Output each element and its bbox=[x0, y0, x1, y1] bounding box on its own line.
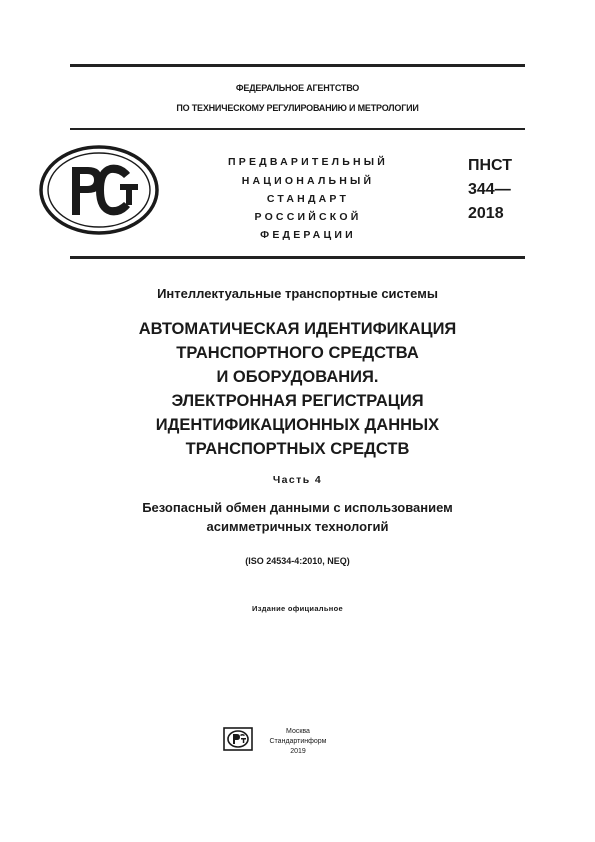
main-title-line-1: АВТОМАТИЧЕСКАЯ ИДЕНТИФИКАЦИЯ bbox=[138, 320, 457, 338]
standard-type-line-5: ФЕДЕРАЦИИ bbox=[260, 229, 356, 241]
standard-code-line-1: ПНСТ bbox=[468, 157, 512, 174]
series-title: Интеллектуальные транспортные системы bbox=[157, 286, 438, 301]
standard-code-line-2: 344— bbox=[468, 181, 511, 198]
standard-code-line-3: 2018 bbox=[468, 205, 504, 222]
standard-type-line-1: ПРЕДВАРИТЕЛЬНЫЙ bbox=[228, 156, 388, 168]
publisher-city: Москва bbox=[286, 728, 310, 735]
header-rule bbox=[70, 128, 525, 130]
standartinform-logo-icon bbox=[223, 727, 253, 751]
edition-label: Издание официальное bbox=[252, 604, 343, 613]
standard-type-line-3: СТАНДАРТ bbox=[266, 193, 350, 205]
agency-line-2: ПО ТЕХНИЧЕСКОМУ РЕГУЛИРОВАНИЮ И МЕТРОЛОГИИ bbox=[176, 103, 419, 113]
subtitle-line-1: Безопасный обмен данными с использованием bbox=[142, 500, 453, 515]
standard-type-line-4: РОССИЙСКОЙ bbox=[254, 211, 362, 223]
main-title-line-4: ЭЛЕКТРОННАЯ РЕГИСТРАЦИЯ bbox=[171, 392, 424, 410]
main-title-line-2: ТРАНСПОРТНОГО СРЕДСТВА bbox=[176, 344, 419, 362]
subtitle-line-2: асимметричных технологий bbox=[206, 519, 389, 534]
part-number: Часть 4 bbox=[272, 474, 323, 486]
publisher-year: 2019 bbox=[290, 748, 306, 755]
agency-line-1: ФЕДЕРАЛЬНОЕ АГЕНТСТВО bbox=[235, 83, 360, 93]
main-title-line-5: ИДЕНТИФИКАЦИОННЫХ ДАННЫХ bbox=[155, 416, 440, 434]
main-title-line-3: И ОБОРУДОВАНИЯ. bbox=[216, 368, 379, 386]
iso-reference: (ISO 24534-4:2010, NEQ) bbox=[245, 556, 350, 566]
gost-r-logo-icon bbox=[38, 143, 160, 237]
title-rule bbox=[70, 256, 525, 259]
publisher-name: Стандартинформ bbox=[269, 738, 327, 745]
main-title-line-6: ТРАНСПОРТНЫХ СРЕДСТВ bbox=[185, 440, 410, 458]
standard-type-line-2: НАЦИОНАЛЬНЫЙ bbox=[241, 175, 375, 187]
top-rule bbox=[70, 64, 525, 67]
